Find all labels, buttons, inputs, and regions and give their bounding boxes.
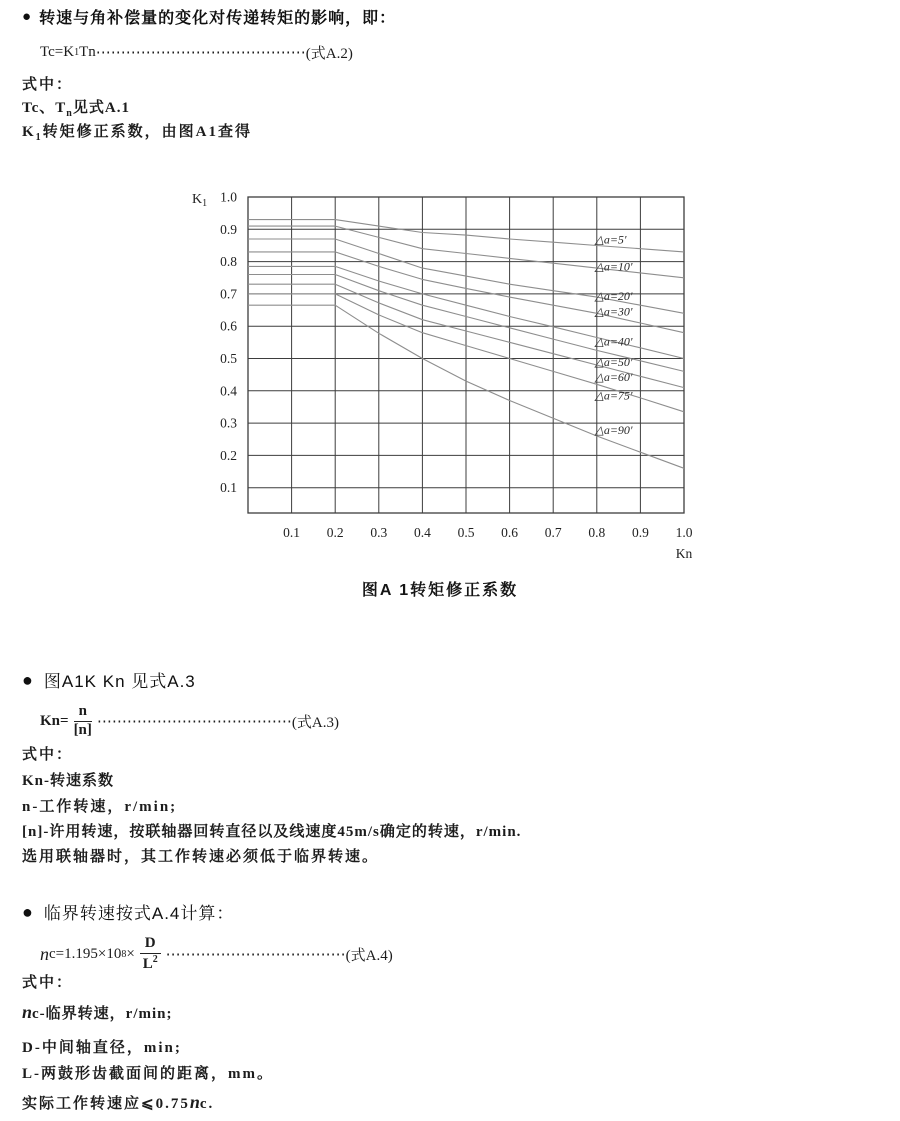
curve-label: △a=60': [594, 370, 633, 385]
formula-a4-pre: c=1.195×10: [49, 945, 122, 962]
y-tick-label: 0.5: [220, 351, 237, 366]
selection-note-line: 选用联轴器时，其工作转速必须低于临界转速。: [22, 849, 380, 865]
curve-label: △a=30': [594, 304, 633, 319]
formula-a3-denominator: [n]: [73, 721, 92, 738]
d-line: D-中间轴直径，min;: [22, 1040, 182, 1056]
bullet-icon: ●: [22, 901, 34, 922]
allowed-speed-line: [n]-许用转速，按联轴器回转直径以及线速度45m/s确定的转速，r/min.: [22, 824, 522, 840]
final-note-pre: 实际工作转速应⩽0.75: [22, 1096, 190, 1112]
section3-heading-text: 临界转速按式A.4计算：: [43, 904, 235, 923]
curve-label: △a=50': [594, 355, 633, 370]
section1-heading: [22, 5, 396, 28]
section1-heading-text: 转速与角补偿量的变化对传递转矩的影响，即：: [39, 10, 397, 27]
where-label-2: 式中：: [22, 747, 74, 763]
final-note-line: [22, 1092, 214, 1113]
formula-a2-mid: Tn: [79, 44, 96, 60]
y-tick-label: 0.3: [220, 415, 237, 431]
y-tick-label: 0.4: [220, 383, 237, 399]
k1-line-sub: 1: [35, 132, 43, 143]
ref-line-post: 见式A.1: [72, 100, 130, 116]
x-tick-label: 1.0: [675, 525, 693, 540]
curve-label: △a=5': [594, 232, 627, 247]
section2-heading-text: 图A1K Kn 见式A.3: [43, 672, 196, 691]
formula-a2-sub: 1: [74, 47, 80, 58]
x-tick-label: 0.1: [283, 525, 301, 540]
figure-a1-caption: 图A 1转矩修正系数: [361, 582, 519, 599]
bullet-icon: ●: [22, 669, 34, 690]
formula-a4-times: ×: [126, 945, 135, 962]
y-tick-label: 0.9: [220, 221, 237, 237]
y-tick-label: 0.7: [220, 286, 237, 302]
k1-line: [22, 120, 252, 143]
x-tick-label: 0.8: [588, 525, 606, 540]
x-tick-label: 0.5: [457, 525, 475, 540]
formula-a3-fraction: [74, 704, 92, 739]
x-tick-label: 0.9: [631, 525, 649, 540]
formula-a3-dots: ⋯⋯⋯⋯⋯⋯⋯⋯⋯⋯⋯⋯⋯: [96, 713, 292, 730]
formula-a4-den-sup: 2: [152, 953, 158, 965]
final-note-post: c.: [199, 1096, 215, 1112]
y-tick-label: 0.1: [220, 480, 237, 496]
formula-a3-numerator: n: [74, 704, 92, 722]
k1-line-post: 转矩修正系数，由图A1查得: [42, 124, 253, 140]
formula-a4-n: n: [40, 944, 49, 964]
curve-label: △a=20': [594, 289, 633, 304]
section2-heading: [22, 667, 196, 692]
x-tick-label: 0.4: [413, 525, 431, 540]
formula-a4-numerator: D: [140, 936, 161, 954]
x-tick-label: 0.6: [501, 525, 519, 540]
formula-a4-tag: (式A.4): [345, 947, 393, 964]
y-tick-label: 1.0: [220, 189, 237, 205]
bullet-icon: ●: [22, 8, 33, 25]
l-line: L-两鼓形齿截面间的距离，mm。: [22, 1066, 274, 1082]
section3-heading: [22, 899, 234, 924]
formula-a3-lhs: Kn=: [40, 712, 69, 729]
k1-line-pre: K: [22, 124, 36, 140]
ref-line-pre: Tc、T: [22, 100, 67, 116]
formula-a2-pre: Tc=K: [40, 44, 75, 60]
curve-label: △a=90': [594, 423, 633, 438]
formula-a4-denominator: [143, 954, 158, 973]
y-tick-label: 0.8: [220, 254, 237, 270]
nc-line-n: n: [22, 1002, 33, 1022]
curve-label: △a=40': [594, 334, 633, 349]
curve-label: △a=10': [594, 259, 633, 274]
figure-a1-chart: [170, 180, 710, 580]
x-tick-label: 0.3: [370, 525, 388, 540]
ref-line: [22, 96, 130, 119]
formula-a4-sup: 8: [121, 948, 127, 960]
formula-a3-tag: (式A.3): [291, 714, 339, 731]
formula-a3: [40, 700, 339, 742]
curve-label: △a=75': [594, 388, 633, 403]
formula-a2: [40, 42, 353, 63]
y-axis-title: $K_1$: [192, 192, 208, 209]
formula-a2-dots: ⋯⋯⋯⋯⋯⋯⋯⋯⋯⋯⋯⋯⋯⋯: [95, 45, 306, 61]
nc-line-rest: c-临界转速，r/min;: [32, 1006, 173, 1022]
x-axis-title: Kn: [675, 546, 693, 561]
y-tick-label: 0.2: [220, 447, 237, 463]
x-tick-label: 0.2: [326, 525, 344, 540]
ref-line-sub: n: [66, 108, 73, 119]
y-tick-label: 0.6: [220, 318, 237, 334]
final-note-n: n: [189, 1092, 200, 1112]
where-label-3: 式中：: [22, 975, 74, 991]
formula-a4-den-base: L: [142, 955, 153, 972]
nc-line: [22, 1002, 173, 1023]
kn-coefficient-line: Kn-转速系数: [22, 773, 115, 789]
where-label-1: 式中：: [22, 77, 74, 93]
formula-a2-tag: (式A.2): [305, 46, 353, 62]
formula-a4-dots: ⋯⋯⋯⋯⋯⋯⋯⋯⋯⋯⋯⋯: [165, 946, 346, 963]
x-tick-label: 0.7: [544, 525, 562, 540]
formula-a4-fraction: [140, 936, 161, 973]
formula-a4: [40, 932, 393, 976]
n-speed-line: n-工作转速，r/min;: [22, 799, 178, 815]
